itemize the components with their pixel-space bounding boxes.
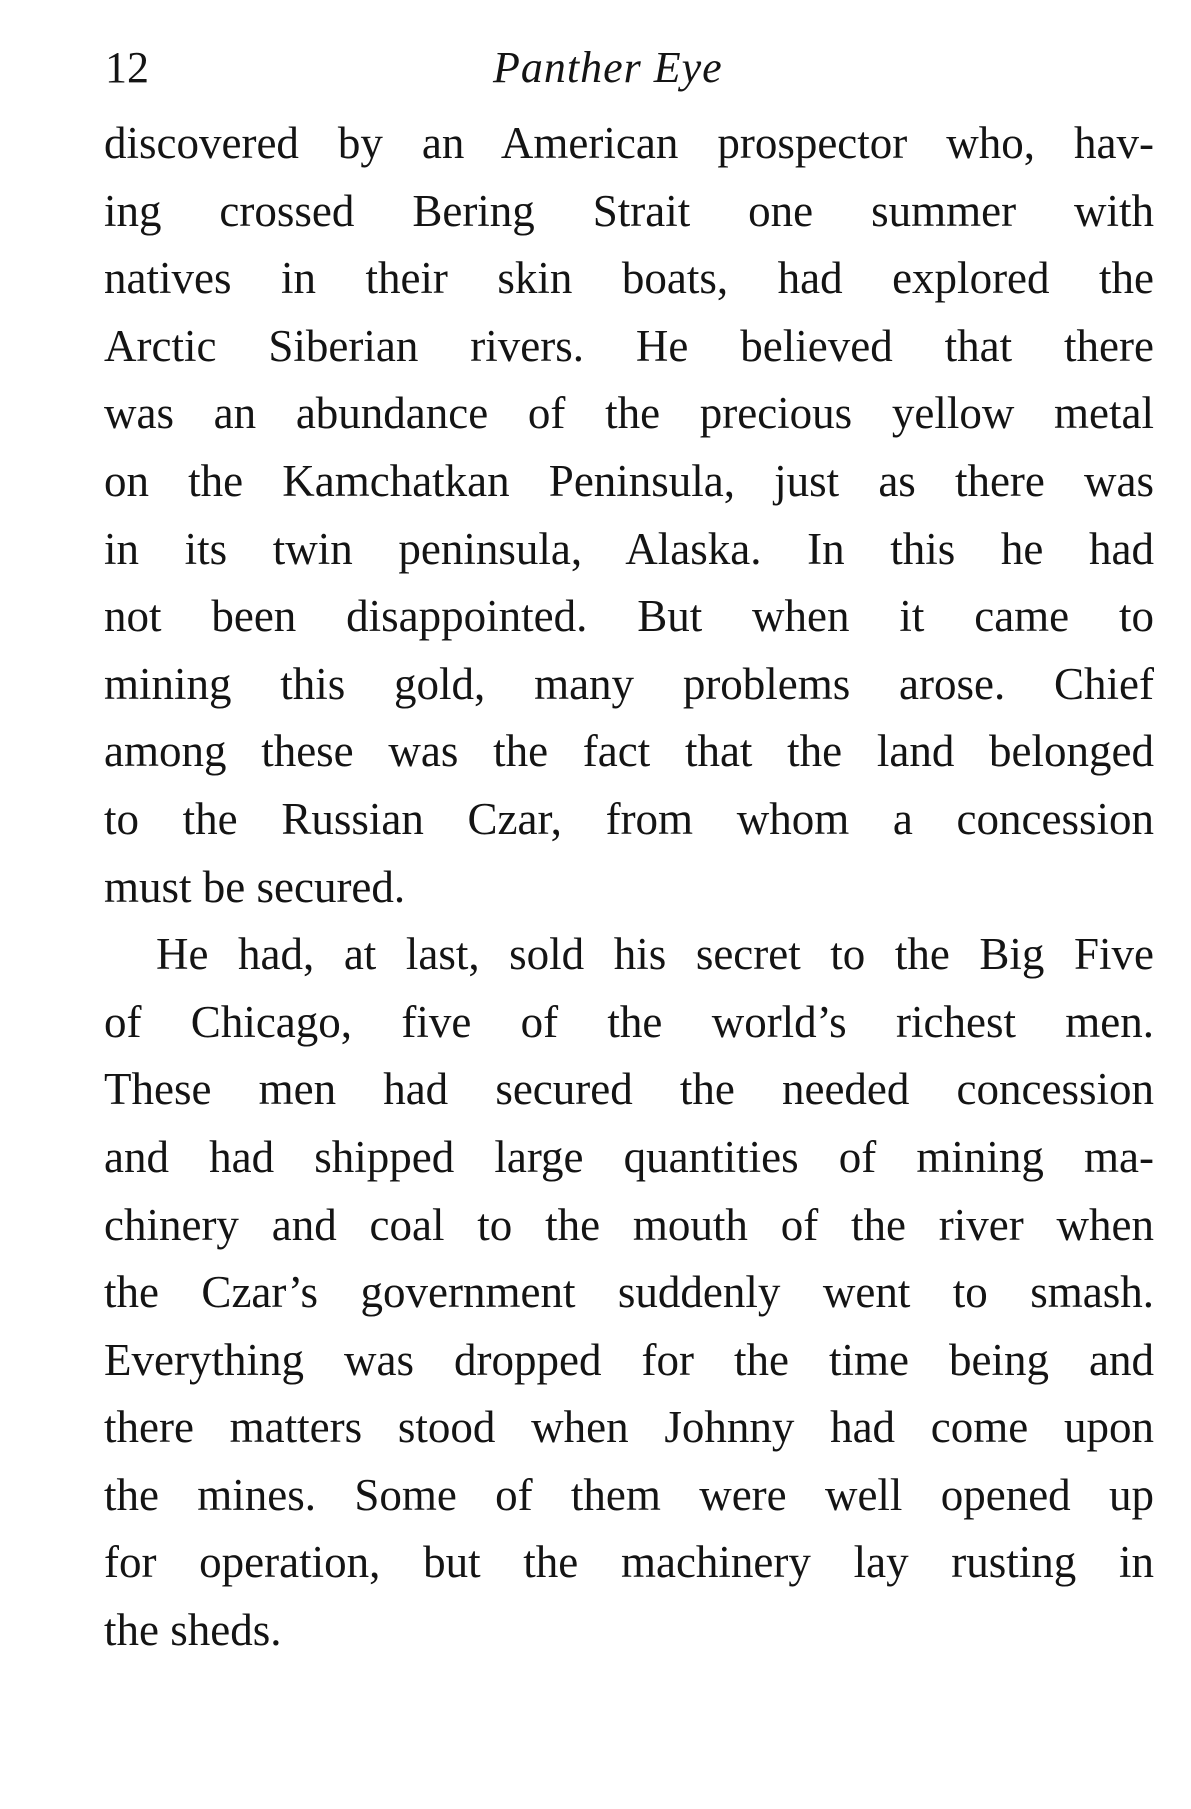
text-line: and had shipped large quantities of mining ma- xyxy=(104,1131,1154,1182)
text-line: of Chicago, five of the world’s richest men. xyxy=(104,996,1154,1047)
text-line: not been disappointed. But when it came to xyxy=(104,591,1154,642)
text-line: Everything was dropped for the time being and xyxy=(104,1334,1154,1385)
text-line: was an abundance of the precious yellow metal xyxy=(104,388,1154,439)
text-line: to the Russian Czar, from whom a concession xyxy=(104,793,1154,844)
text-line: mining this gold, many problems arose. Chief xyxy=(104,658,1154,709)
text-line: among these was the fact that the land belonged xyxy=(104,726,1154,777)
text-line: ing crossed Bering Strait one summer with xyxy=(104,185,1154,236)
text-line: there matters stood when Johnny had come upon xyxy=(104,1402,1154,1453)
text-line: He had, at last, sold his secret to the Big Five xyxy=(156,929,1154,980)
text-line: the mines. Some of them were well opened up xyxy=(104,1469,1154,1520)
text-line: discovered by an American prospector who, hav- xyxy=(104,118,1154,168)
text-line: in its twin peninsula, Alaska. In this he had xyxy=(104,523,1154,574)
text-line: Arctic Siberian rivers. He believed that there xyxy=(104,320,1154,371)
body-text xyxy=(104,110,1154,1665)
page-number: 12 xyxy=(105,43,149,92)
text-line: natives in their skin boats, had explored the xyxy=(104,253,1154,304)
text-line: must be secured. xyxy=(104,861,406,912)
text-line: for operation, but the machinery lay rusting in xyxy=(104,1537,1154,1588)
running-title: Panther Eye xyxy=(493,43,723,92)
text-line: the sheds. xyxy=(104,1605,282,1656)
text-line: on the Kamchatkan Peninsula, just as there was xyxy=(104,455,1154,506)
text-line: the Czar’s government suddenly went to smash. xyxy=(104,1267,1154,1318)
text-line: chinery and coal to the mouth of the river when xyxy=(104,1199,1154,1250)
page-header xyxy=(105,38,1165,98)
text-line: These men had secured the needed concession xyxy=(104,1064,1154,1115)
